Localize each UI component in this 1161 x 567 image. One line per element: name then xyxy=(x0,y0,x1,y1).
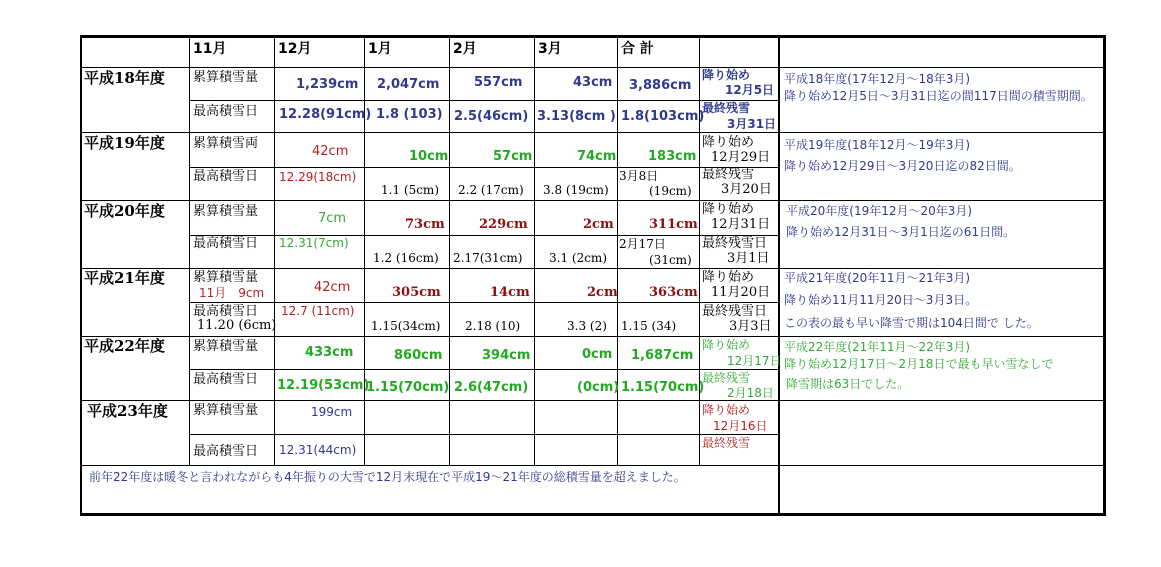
nov-extra-value: 11月 9cm xyxy=(199,286,265,300)
row-sep xyxy=(189,167,779,168)
value-dec: 42cm xyxy=(312,144,349,159)
value-dec: 7cm xyxy=(318,211,347,226)
row-sep xyxy=(80,400,1106,401)
end-date: 3月31日 xyxy=(727,117,777,131)
year-note: 平成21年度(20年11月～21年3月) 降り始め11月11月20日～3月3日。 この表の最も早い降雪で期は104日間で した。 xyxy=(784,271,1039,330)
value-total: 1,687cm xyxy=(631,348,694,363)
value-total: 311cm xyxy=(649,217,698,232)
row-sep xyxy=(80,336,1106,337)
value-mar: 2cm xyxy=(587,285,618,300)
value-dec: 12.7 (11cm) xyxy=(281,304,355,318)
table-top-border xyxy=(80,35,1106,38)
row-sep xyxy=(80,132,1106,133)
start-label: 降り始め xyxy=(702,68,751,82)
value-mar: 74cm xyxy=(577,149,617,164)
value-feb: 14cm xyxy=(490,285,530,300)
value-total-date: 2月17日 xyxy=(619,237,666,251)
year-label: 平成18年度 xyxy=(84,69,165,87)
row-label-cumulative: 累算積雪量 xyxy=(193,270,259,285)
row-label-max-day: 最高積雪日 xyxy=(193,372,259,387)
year-label: 平成23年度 xyxy=(87,402,168,420)
row-sep xyxy=(189,235,779,236)
row-sep xyxy=(80,67,1106,68)
value-mar: 3.1 (2cm) xyxy=(549,251,607,265)
row-sep xyxy=(189,434,779,435)
row-sep xyxy=(189,369,779,370)
row-label-cumulative: 累算積雪量 xyxy=(193,339,259,354)
value-dec: 12.29(18cm) xyxy=(279,170,357,184)
row-label-max-day: 最高積雪日 xyxy=(193,104,259,119)
start-label: 降り始め xyxy=(702,403,751,417)
row-sep xyxy=(80,200,1106,201)
value-mar: 0cm xyxy=(582,347,613,362)
year-label: 平成22年度 xyxy=(84,337,165,355)
value-jan: 1.15(34cm) xyxy=(371,319,441,333)
row-label-max-day: 最高積雪日 xyxy=(193,236,259,251)
value-feb: 557cm xyxy=(474,75,523,90)
end-label: 最終残雪 xyxy=(702,167,755,182)
table-left-border xyxy=(80,35,82,516)
row-sep xyxy=(80,465,1106,466)
value-mar: 43cm xyxy=(573,75,613,90)
column-header-nov: 11月 xyxy=(193,41,227,57)
value-dec: 12.31(44cm) xyxy=(279,443,357,457)
value-jan: 73cm xyxy=(405,217,445,232)
start-label: 降り始め xyxy=(702,338,751,352)
value-jan: 860cm xyxy=(394,348,443,363)
row-label-cumulative: 累算積雪量 xyxy=(193,70,259,85)
value-total: 1.15 (34) xyxy=(621,319,677,333)
value-dec: 12.19(53cm) xyxy=(277,378,370,393)
value-dec: 199cm xyxy=(311,405,353,419)
value-dec: 1,239cm xyxy=(296,77,359,92)
value-jan: 1.2 (16cm) xyxy=(373,251,439,265)
value-feb: 2.2 (17cm) xyxy=(458,183,524,197)
row-label-cumulative: 累算積雪両 xyxy=(193,136,259,151)
value-feb: 394cm xyxy=(482,348,531,363)
row-label-max-day: 最高積雪日 xyxy=(193,444,259,459)
end-date: 3月3日 xyxy=(729,319,772,334)
table-right-border xyxy=(1103,35,1106,516)
value-feb: 2.6(47cm) xyxy=(454,380,529,395)
nov-extra-date: 11.20 (6cm) xyxy=(197,318,277,333)
start-date: 11月20日 xyxy=(711,285,771,300)
column-header-mar: 3月 xyxy=(538,41,562,57)
column-header-dec: 12月 xyxy=(278,41,312,57)
start-label: 降り始め xyxy=(702,270,755,285)
start-date: 12月16日 xyxy=(713,419,768,433)
row-label-cumulative: 累算積雪量 xyxy=(193,403,259,418)
value-total-depth: (19cm) xyxy=(649,184,692,198)
start-label: 降り始め xyxy=(702,202,755,217)
value-total: 1.8(103cm) xyxy=(621,109,705,124)
value-feb: 57cm xyxy=(493,149,533,164)
value-total: 183cm xyxy=(648,149,697,164)
end-date: 2月18日 xyxy=(727,386,774,400)
row-label-max-day: 最高積雪日 xyxy=(193,304,259,319)
end-label: 最終残雪 xyxy=(702,436,751,450)
start-date: 12月31日 xyxy=(711,217,771,232)
column-header-jan: 1月 xyxy=(368,41,392,57)
row-sep xyxy=(189,100,779,101)
footer-note: 前年22年度は暖冬と言われながらも4年振りの大雪で12月末現在で平成19～21年度の総積雪量を超えました。 xyxy=(89,470,686,484)
end-label: 最終残雪日 xyxy=(702,304,768,319)
end-label: 最終残雪 xyxy=(702,371,751,385)
year-note: 平成20年度(19年12月～20年3月) 降り始め12月31日～3月1日迄の61日間。 xyxy=(786,204,1016,240)
value-mar: 3.13(8cm ) xyxy=(537,109,616,124)
start-label: 降り始め xyxy=(702,135,755,150)
value-jan: 305cm xyxy=(392,285,441,300)
year-label: 平成19年度 xyxy=(84,134,165,152)
value-total: 363cm xyxy=(649,285,698,300)
value-total-depth: (31cm) xyxy=(649,253,692,267)
value-feb: 2.5(46cm) xyxy=(454,109,529,124)
value-total: 1.15(70cm) xyxy=(621,380,705,395)
value-dec: 42cm xyxy=(314,280,351,295)
year-note: 平成19年度(18年12月～19年3月) 降り始め12月29日～3月20日迄の82日間。 xyxy=(784,138,1021,174)
row-sep xyxy=(189,302,779,303)
start-date: 12月5日 xyxy=(725,83,775,97)
start-date: 12月29日 xyxy=(711,150,771,165)
column-header-total: 合 計 xyxy=(621,41,654,57)
value-jan: 1.1 (5cm) xyxy=(381,183,439,197)
year-label: 平成20年度 xyxy=(84,202,165,220)
value-dec: 12.28(91cm) xyxy=(279,107,372,122)
value-jan: 1.15(70cm) xyxy=(366,380,450,395)
row-sep xyxy=(80,268,1106,269)
year-label: 平成21年度 xyxy=(84,269,165,287)
row-label-max-day: 最高積雪日 xyxy=(193,169,259,184)
value-dec: 433cm xyxy=(305,345,354,360)
value-dec: 12.31(7cm) xyxy=(279,236,349,250)
value-feb: 2.17(31cm) xyxy=(453,251,523,265)
value-mar: 3.8 (19cm) xyxy=(543,183,609,197)
end-label: 最終残雪日 xyxy=(702,236,768,251)
value-mar: (0cm) xyxy=(577,380,620,395)
value-jan: 2,047cm xyxy=(377,77,440,92)
value-feb: 229cm xyxy=(479,217,528,232)
end-date: 3月1日 xyxy=(727,251,770,266)
column-header-feb: 2月 xyxy=(453,41,477,57)
end-date: 3月20日 xyxy=(721,182,772,197)
col-sep xyxy=(778,37,780,516)
value-total: 3,886cm xyxy=(629,78,692,93)
value-mar: 3.3 (2) xyxy=(567,319,607,333)
value-mar: 2cm xyxy=(583,217,614,232)
year-note: 平成18年度(17年12月～18年3月) 降り始め12月5日～3月31日迄の間117日間の積雪期間。 xyxy=(784,72,1093,104)
value-jan: 1.8 (103) xyxy=(376,107,443,122)
year-note: 平成22年度(21年11月～22年3月) 降り始め12月17日～2月18日で最も早い雪なしで 降雪期は63日でした。 xyxy=(784,340,1054,391)
end-label: 最終残雪 xyxy=(702,101,751,115)
value-feb: 2.18 (10) xyxy=(465,319,521,333)
table-bottom-border xyxy=(80,513,1106,516)
value-total-date: 3月8日 xyxy=(619,169,659,183)
value-jan: 10cm xyxy=(409,149,449,164)
start-date: 12月17日 xyxy=(727,354,782,368)
row-label-cumulative: 累算積雪量 xyxy=(193,204,259,219)
